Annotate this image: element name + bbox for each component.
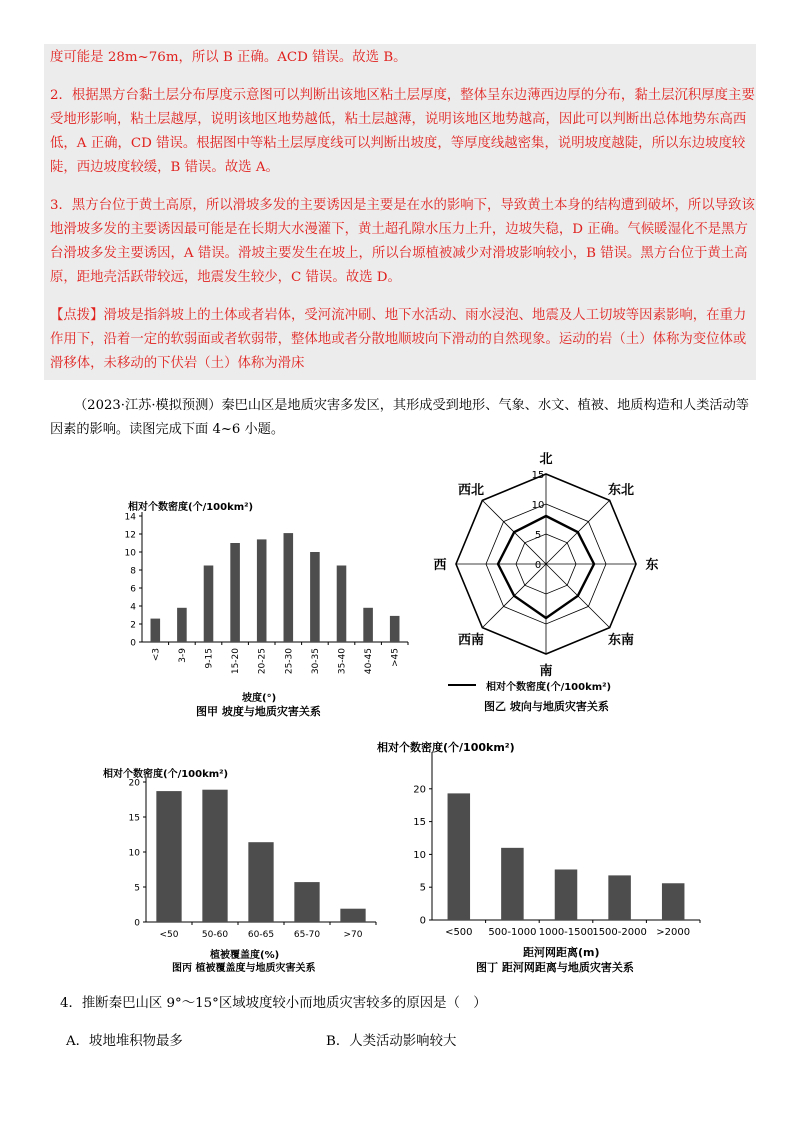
chart-a-y-tick-label: 4 bbox=[130, 602, 136, 613]
chart-a-bar bbox=[257, 539, 267, 642]
chart-c-x-tick-label: >70 bbox=[343, 930, 363, 940]
chart-d-xlabel: 距河网距离(m) bbox=[523, 946, 600, 959]
chart-b-direction-label: 西南 bbox=[458, 632, 485, 648]
chart-c-x-tick-label: <50 bbox=[159, 930, 179, 940]
chart-d-ylabel: 相对个数密度(个/100km²) bbox=[377, 741, 515, 754]
chart-d-y-tick-label: 0 bbox=[419, 915, 426, 927]
chart-a-x-tick-label: 3-9 bbox=[177, 648, 188, 663]
chart-c-x-tick-label: 60-65 bbox=[247, 930, 275, 940]
chart-d-bar bbox=[501, 848, 524, 920]
question-4-option-a[interactable]: A．坡地堆积物最多 bbox=[66, 1034, 183, 1049]
chart-b-direction-label: 东 bbox=[645, 558, 659, 573]
chart-a-x-tick-label: 30-35 bbox=[310, 648, 321, 675]
chart-b-legend-label: 相对个数密度(个/100km²) bbox=[486, 682, 612, 693]
chart-a-x-tick-label: <3 bbox=[151, 648, 162, 662]
chart-a-y-tick-label: 10 bbox=[124, 548, 136, 559]
chart-b-r-tick-label: 15 bbox=[531, 470, 545, 481]
question-4-option-b[interactable]: B．人类活动影响较大 bbox=[326, 1034, 457, 1049]
chart-c-y-tick-label: 20 bbox=[128, 778, 140, 789]
chart-a-y-tick-label: 8 bbox=[130, 566, 136, 577]
chart-c-y-tick-label: 0 bbox=[134, 918, 140, 929]
chart-c-ylabel: 相对个数密度(个/100km²) bbox=[103, 769, 229, 780]
chart-a-x-tick-label: 35-40 bbox=[337, 648, 348, 675]
chart-a-xlabel: 坡度(°) bbox=[242, 693, 277, 704]
chart-c-y-tick-label: 5 bbox=[134, 883, 140, 894]
chart-a-bar bbox=[204, 566, 214, 643]
chart-d-x-tick-label: 1500-2000 bbox=[592, 927, 647, 938]
chart-c-bar bbox=[294, 882, 319, 922]
chart-c-caption: 图丙 植被覆盖度与地质灾害关系 bbox=[172, 963, 316, 974]
chart-b-r-tick-label: 0 bbox=[534, 560, 542, 571]
chart-b-direction-label: 东南 bbox=[607, 632, 634, 648]
chart-b-direction-label: 东北 bbox=[607, 483, 634, 499]
chart-b-r-tick-label: 10 bbox=[531, 500, 545, 511]
chart-a-caption: 图甲 坡度与地质灾害关系 bbox=[196, 705, 321, 718]
chart-d-x-tick-label: >2000 bbox=[656, 927, 691, 938]
chart-a-x-tick-label: 25-30 bbox=[284, 648, 295, 675]
chart-d-bar bbox=[662, 883, 685, 920]
chart-d-y-tick-label: 10 bbox=[413, 849, 426, 861]
chart-b-caption: 图乙 坡向与地质灾害关系 bbox=[484, 700, 609, 713]
chart-a-bar bbox=[363, 608, 373, 642]
chart-a-x-tick-label: 15-20 bbox=[231, 648, 242, 675]
chart-a-bar bbox=[390, 616, 400, 642]
chart-d-bar bbox=[555, 869, 578, 920]
chart-a-y-tick-label: 0 bbox=[130, 638, 136, 649]
chart-a-bar bbox=[177, 608, 187, 642]
chart-a-x-tick-label: 9-15 bbox=[204, 648, 215, 669]
question-intro: （2023·江苏·模拟预测）秦巴山区是地质灾害多发区，其形成受到地形、气象、水文、植被、地质构造和人类活动等因素的影响。读图完成下面 4~6 小题。 bbox=[50, 398, 749, 437]
chart-a-bar bbox=[230, 543, 240, 642]
chart-b-direction-label: 南 bbox=[539, 664, 553, 679]
chart-a-x-tick-label: >45 bbox=[390, 648, 401, 667]
chart-a-y-tick-label: 2 bbox=[130, 620, 136, 631]
chart-a-x-tick-label: 40-45 bbox=[364, 648, 375, 675]
chart-b-aspect-radar bbox=[420, 450, 680, 680]
chart-b-direction-label: 西 bbox=[433, 558, 447, 573]
chart-a-bar bbox=[151, 619, 161, 642]
chart-a-bar bbox=[310, 552, 320, 642]
chart-c-xlabel: 植被覆盖度(%) bbox=[210, 950, 280, 961]
chart-c-x-tick-label: 50-60 bbox=[201, 930, 229, 940]
chart-b-direction-label: 西北 bbox=[458, 483, 485, 499]
chart-d-x-tick-label: 500-1000 bbox=[488, 927, 537, 938]
chart-b-r-tick-label: 5 bbox=[534, 530, 542, 541]
legend-line-swatch bbox=[448, 684, 476, 686]
chart-c-y-tick-label: 10 bbox=[128, 848, 140, 859]
chart-a-y-tick-label: 6 bbox=[130, 584, 136, 595]
chart-a-bar bbox=[337, 566, 347, 643]
answer-line-0: 度可能是 28m~76m，所以 B 正确。ACD 错误。故选 B。 bbox=[50, 50, 407, 65]
chart-d-caption: 图丁 距河网距离与地质灾害关系 bbox=[476, 961, 634, 974]
chart-d-y-tick-label: 5 bbox=[419, 882, 426, 894]
chart-c-bar bbox=[340, 909, 365, 922]
chart-b-direction-label: 北 bbox=[539, 452, 553, 467]
chart-a-x-tick-label: 20-25 bbox=[257, 648, 268, 675]
chart-d-river-distance bbox=[386, 750, 706, 946]
chart-c-vegetation bbox=[110, 778, 380, 948]
chart-a-bar bbox=[284, 533, 294, 642]
chart-a-y-tick-label: 14 bbox=[124, 512, 136, 523]
chart-c-y-tick-label: 15 bbox=[128, 813, 140, 824]
chart-c-bar bbox=[248, 842, 273, 922]
answer-tip: 【点拨】滑坡是指斜坡上的土体或者岩体，受河流冲刷、地下水活动、雨水浸泡、地震及人工切坡等因素影响，在重力作用下，沿着一定的软弱面或者软弱带，整体地或者分散地顺坡向下滑动的自然现象。运动的岩（土）体称为变位体或滑移体，未移动的下伏岩（土）体称为滑床 bbox=[50, 308, 747, 371]
chart-c-x-tick-label: 65-70 bbox=[293, 930, 321, 940]
chart-c-bar bbox=[202, 790, 227, 922]
answer-item-2: 2．根据黑方台黏土层分布厚度示意图可以判断出该地区粘土层厚度，整体呈东边薄西边厚的分布，黏土层沉积厚度主要受地形影响，粘土层越厚，说明该地区地势越低，粘土层越薄，说明该地区地势越高，因此可以判断出总体地势东高西低，A 正确，CD 错误。根据图中等粘土层厚度线可以判断出坡度，等厚度线越密集，说明坡度越陡，所以东边坡度较陡，西边坡度较缓，B 错误。故选 A。 bbox=[50, 88, 755, 175]
chart-d-x-tick-label: 1000-1500 bbox=[538, 927, 594, 938]
chart-d-x-tick-label: <500 bbox=[445, 927, 473, 938]
chart-a-y-tick-label: 12 bbox=[124, 530, 136, 541]
chart-d-y-tick-label: 15 bbox=[413, 817, 426, 829]
chart-a-slope bbox=[110, 510, 410, 690]
question-4-stem: 4．推断秦巴山区 9°～15°区域坡度较小而地质灾害较多的原因是（ ） bbox=[60, 996, 487, 1011]
chart-c-bar bbox=[156, 791, 181, 922]
answer-item-3: 3．黑方台位于黄土高原，所以滑坡多发的主要诱因是主要是在水的影响下，导致黄土本身的结构遭到破坏，所以导致该地滑坡多发的主要诱因最可能是在长期大水漫灌下，黄土超孔隙水压力上升，边坡失稳，D 正确。气候暖湿化不是黑方台滑坡多发主要诱因，A 错误。滑坡主要发生在坡上，所以台塬植被减少对滑坡影响较小，B 错误。黑方台位于黄土高原，距地壳活跃带较远，地震发生较少，C 错误。故选 D。 bbox=[50, 198, 755, 285]
chart-d-y-tick-label: 20 bbox=[413, 784, 426, 796]
chart-d-bar bbox=[448, 793, 471, 920]
chart-a-ylabel: 相对个数密度(个/100km²) bbox=[128, 502, 254, 513]
chart-d-bar bbox=[608, 875, 631, 920]
